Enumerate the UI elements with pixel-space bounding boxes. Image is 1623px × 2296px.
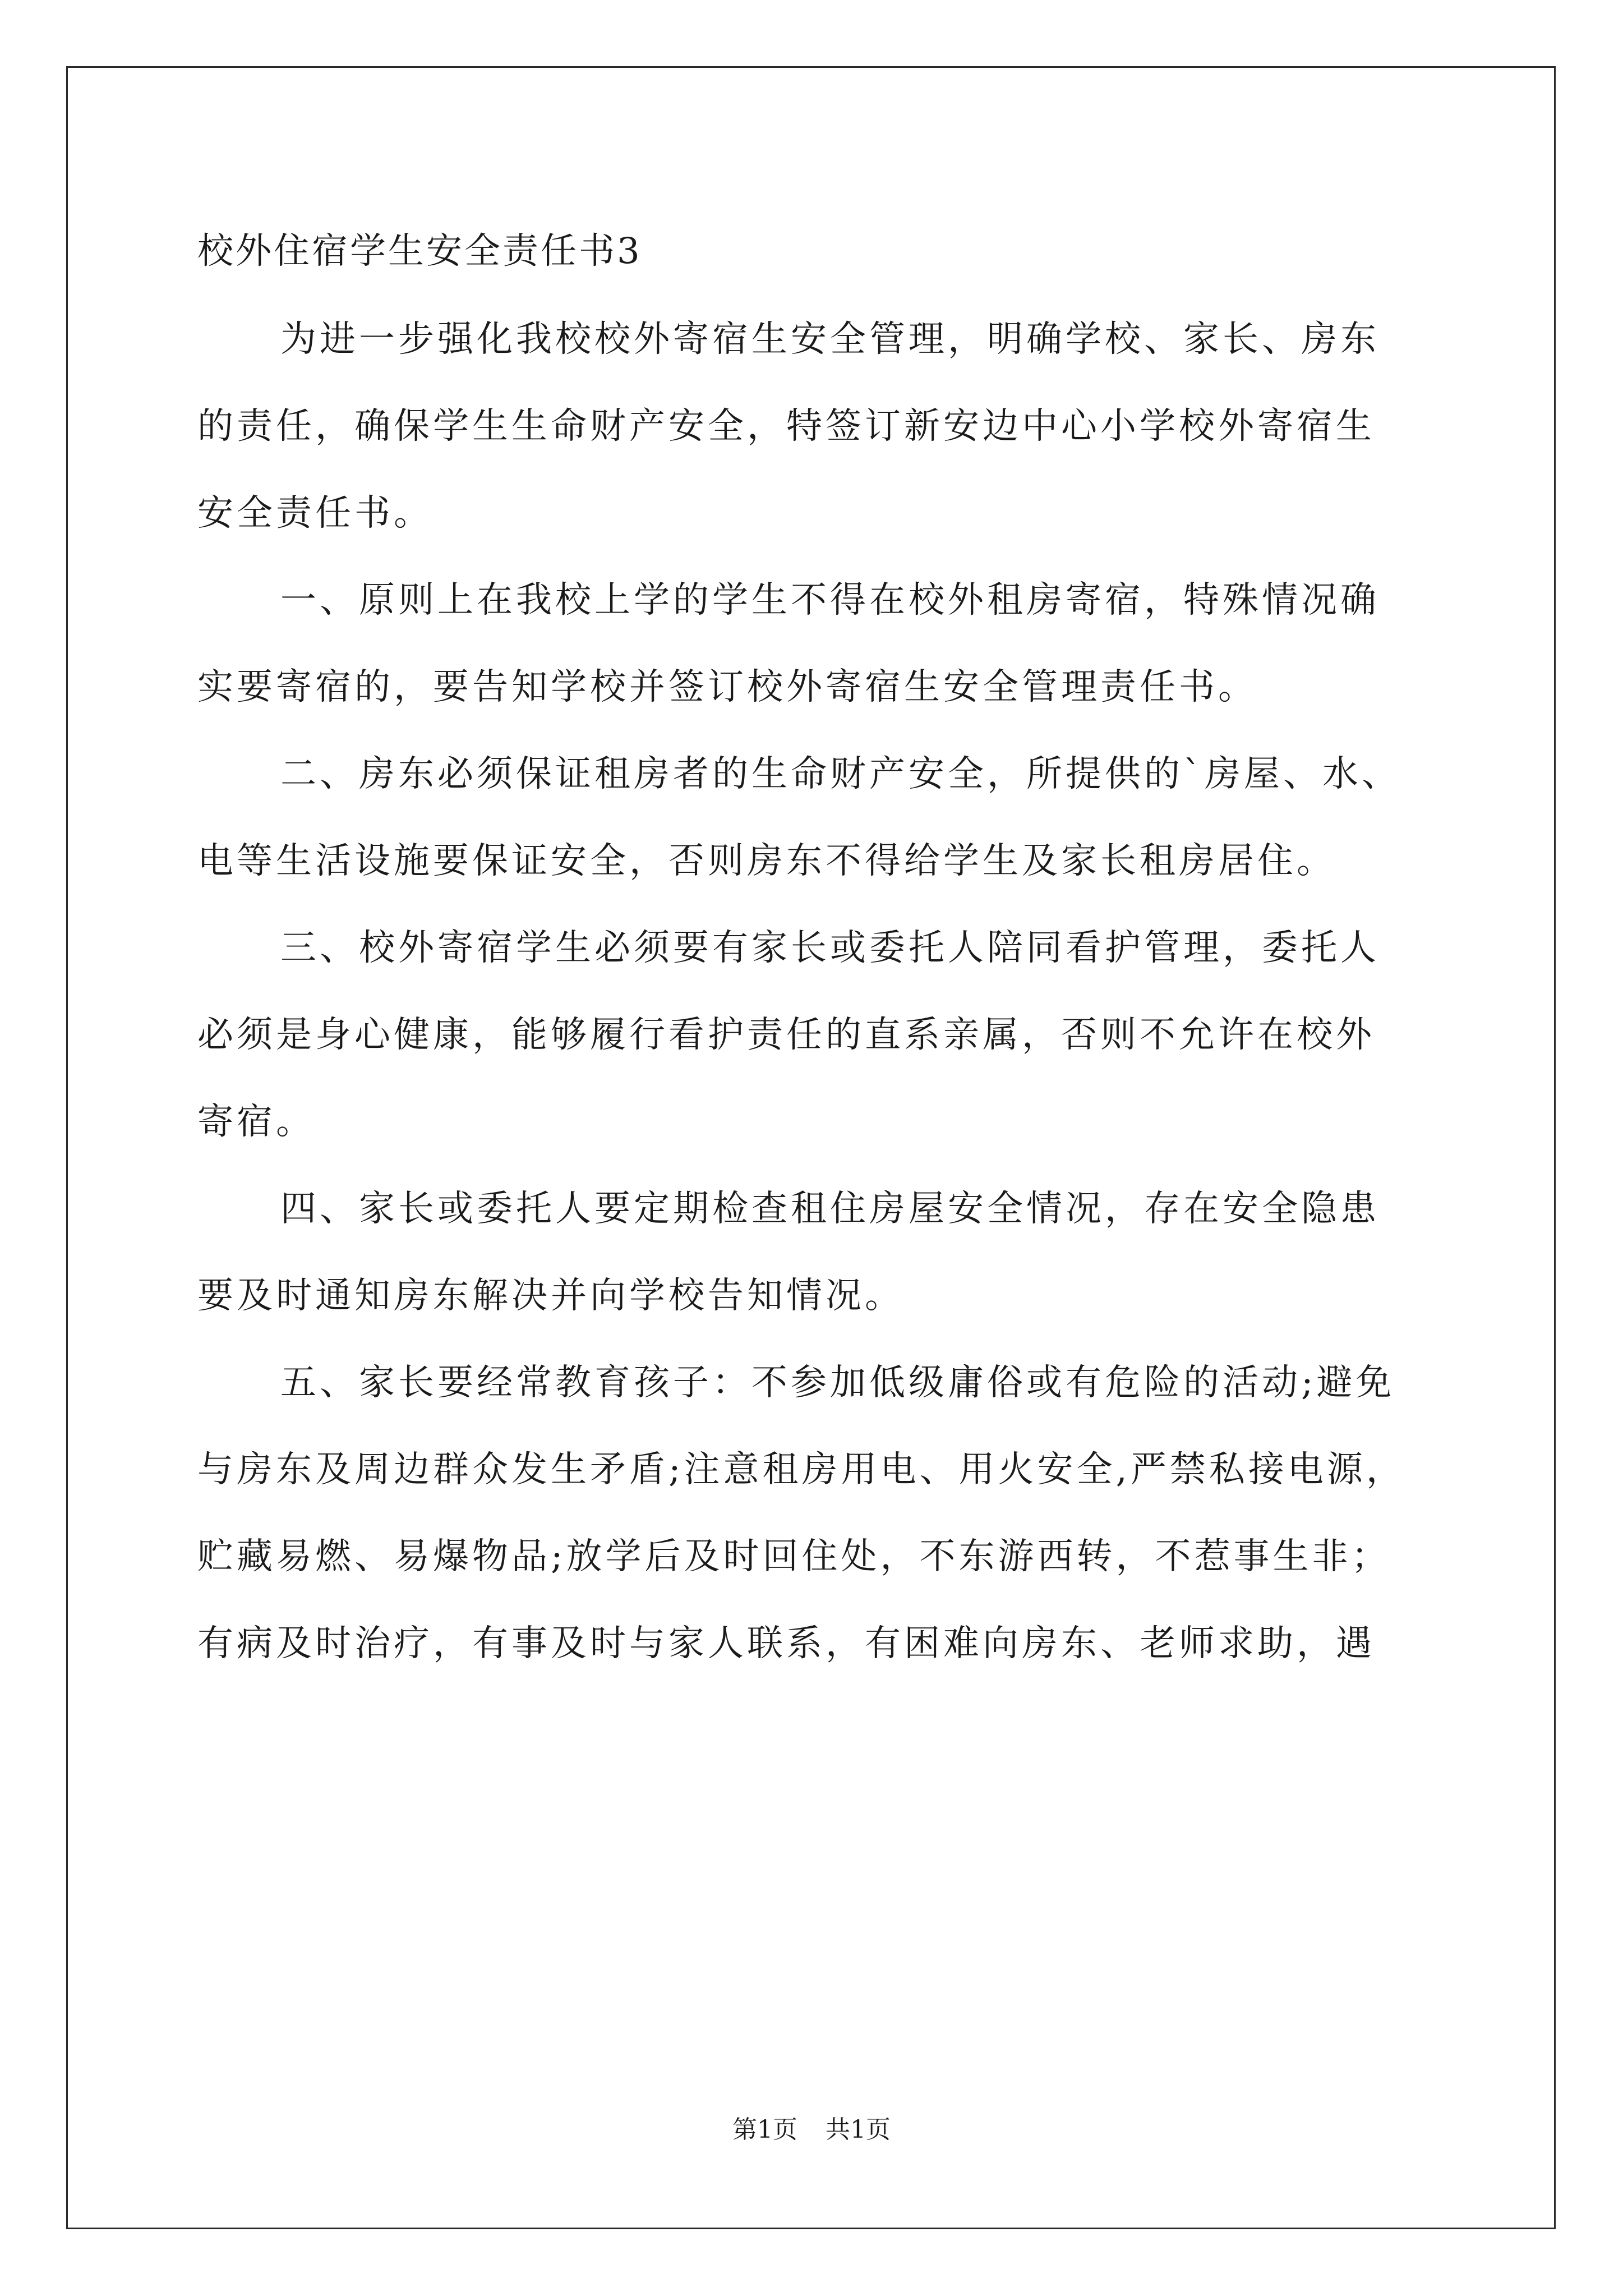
document-title: 校外住宿学生安全责任书3 (197, 231, 642, 272)
paragraph-line: 要及时通知房东解决并向学校告知情况。 (197, 1275, 904, 1317)
page-number: 第1页 (732, 2115, 797, 2144)
paragraph-clause-3 (197, 905, 1431, 1166)
paragraph-line: 电等生活设施要保证安全，否则房东不得给学生及家长租房居住。 (197, 840, 1336, 882)
paragraph-line: 寄宿。 (197, 1101, 315, 1143)
paragraph-line: 三、校外寄宿学生必须要有家长或委托人陪同看护管理，委托人 (280, 927, 1380, 969)
paragraph-line: 二、房东必须保证租房者的生命财产安全，所提供的`房屋、水、 (280, 753, 1401, 795)
paragraph-line: 必须是身心健康，能够履行看护责任的直系亲属，否则不允许在校外 (197, 1014, 1375, 1056)
paragraph-clause-2 (197, 731, 1431, 905)
paragraph-line: 与房东及周边群众发生矛盾;注意租房用电、用火安全,严禁私接电源， (197, 1449, 1405, 1490)
paragraph-line: 五、家长要经常教育孩子：不参加低级庸俗或有危险的活动;避免 (280, 1362, 1395, 1404)
document-body (197, 206, 1431, 1687)
paragraph-line: 为进一步强化我校校外寄宿生安全管理，明确学校、家长、房东 (280, 319, 1380, 360)
paragraph-clause-1 (197, 557, 1431, 731)
paragraph-clause-4 (197, 1166, 1431, 1340)
paragraph-clause-5 (197, 1340, 1431, 1687)
paragraph-line: 贮藏易燃、易爆物品;放学后及时回住处，不东游西转，不惹事生非； (197, 1536, 1391, 1577)
paragraph-line: 四、家长或委托人要定期检查租住房屋安全情况，存在安全隐患 (280, 1188, 1380, 1230)
paragraph-line: 有病及时治疗，有事及时与家人联系，有困难向房东、老师求助，遇 (197, 1623, 1375, 1664)
paragraph-line: 实要寄宿的，要告知学校并签订校外寄宿生安全管理责任书。 (197, 666, 1257, 708)
paragraph-line: 一、原则上在我校上学的学生不得在校外租房寄宿，特殊情况确 (280, 579, 1380, 621)
paragraph-line: 的责任，确保学生生命财产安全，特签订新安边中心小学校外寄宿生 (197, 406, 1375, 447)
paragraph-intro (197, 296, 1431, 557)
page-total: 共1页 (826, 2115, 891, 2144)
page-footer (0, 2109, 1623, 2145)
paragraph-line: 安全责任书。 (197, 493, 433, 534)
